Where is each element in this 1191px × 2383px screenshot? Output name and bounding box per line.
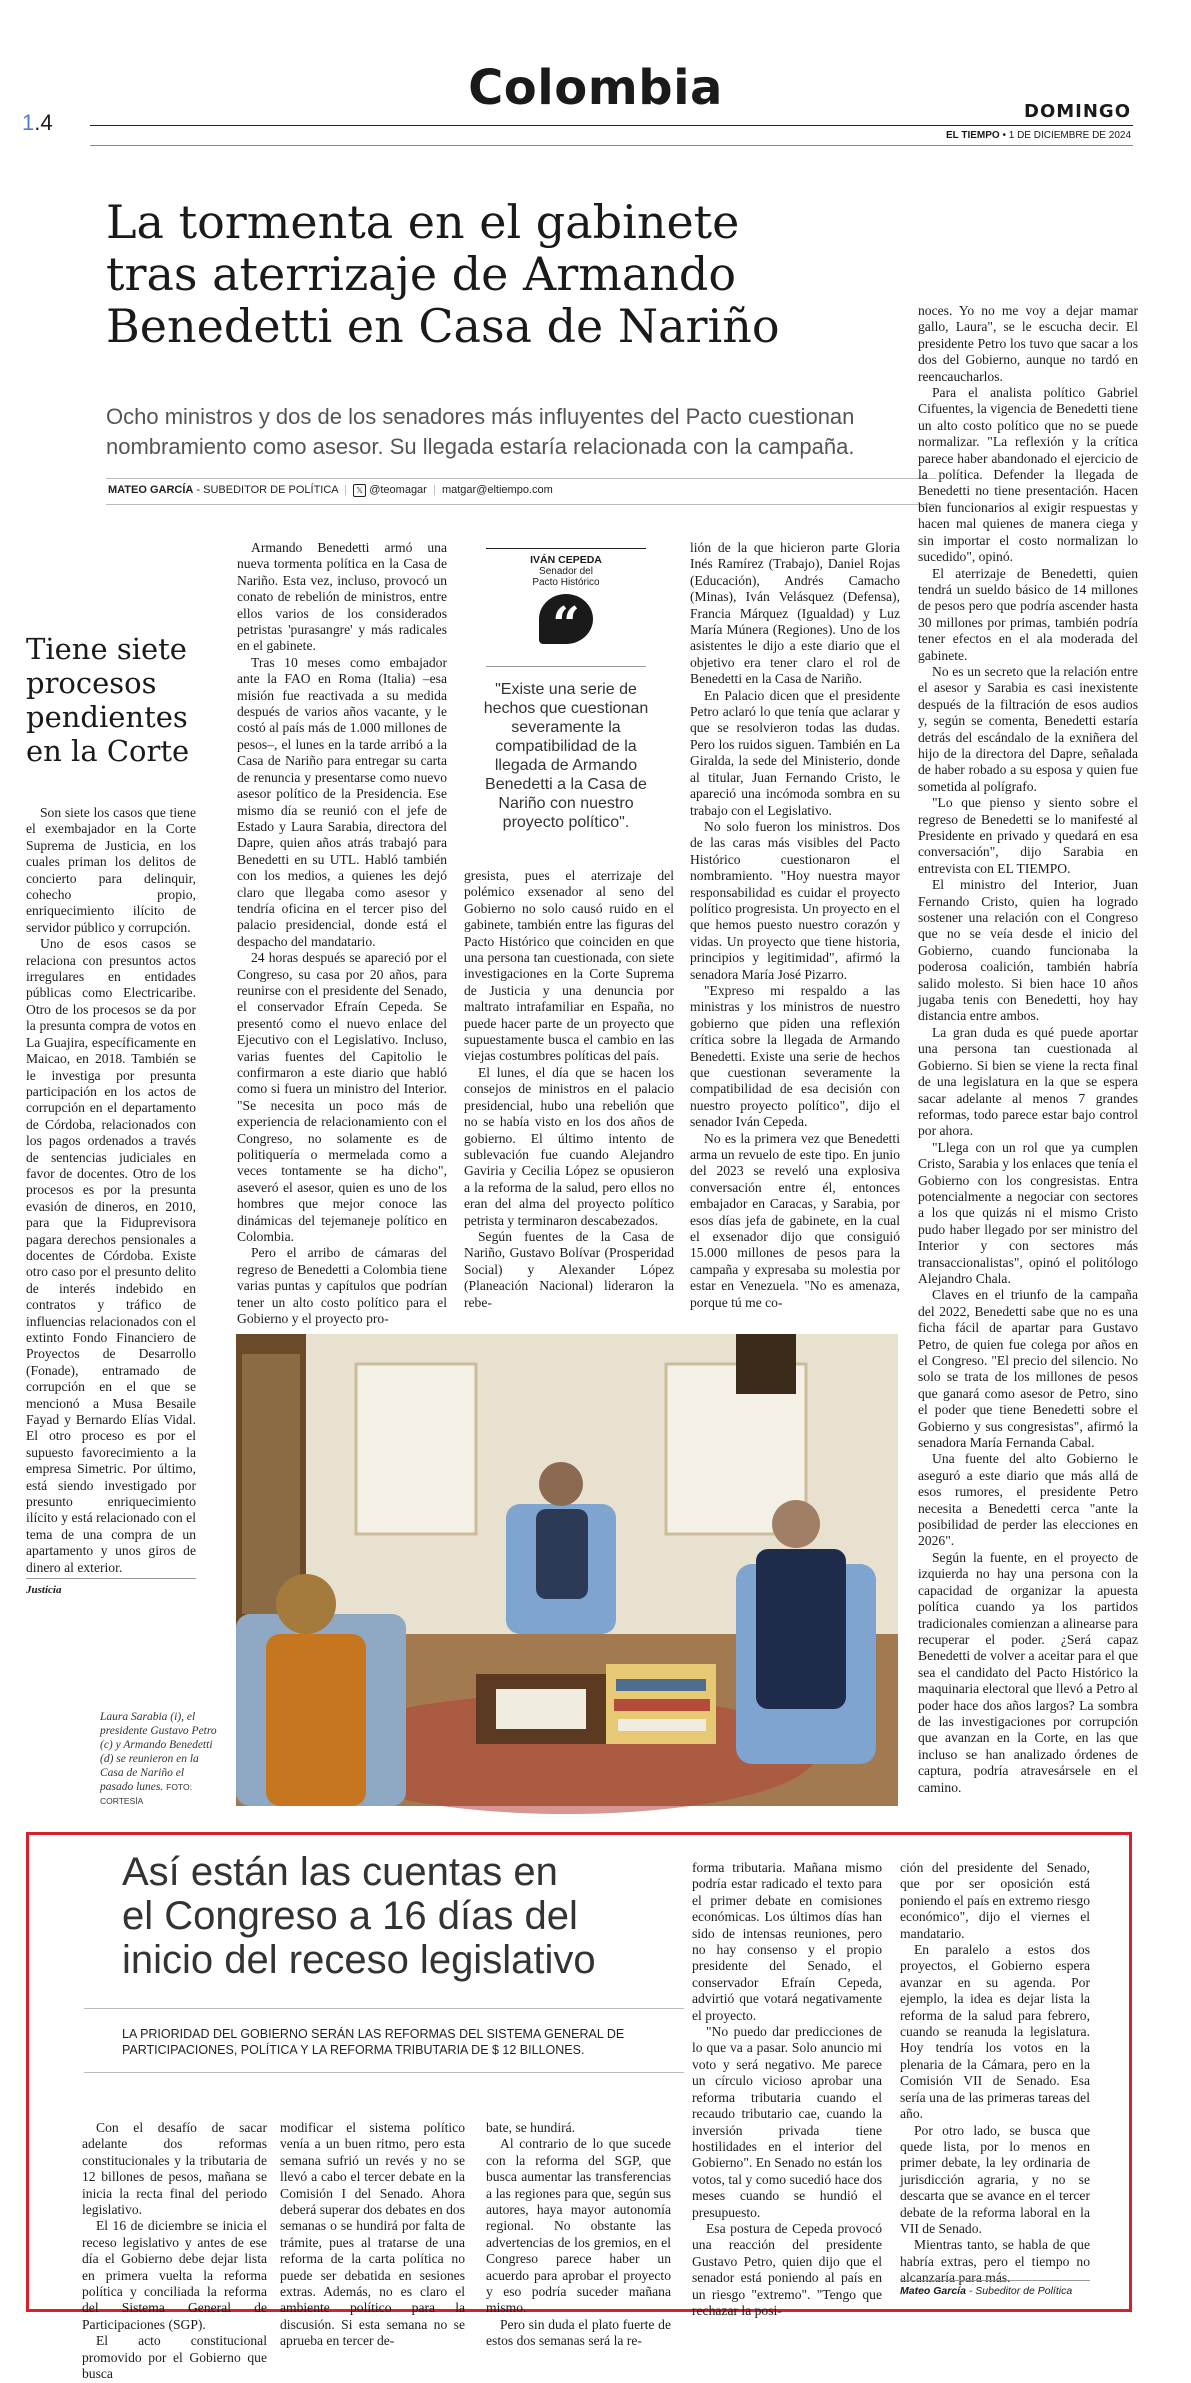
dateline: EL TIEMPO • 1 DE DICIEMBRE DE 2024 [945,130,1131,141]
paragraph: "Expreso mi respaldo a las ministras y los ministros de nuestro gobierno que piden una reflexión crítica sobre la llegada de Armando Benedetti. Existe una serie de hechos que cuestionan severamente la compatibilidad de esa decisión con nuestro proyecto político", dijo el senador Iván Cepeda. [690,982,900,1130]
paragraph: Según la fuente, en el proyecto de izquierda no hay una persona con la capacidad de organizar la apuesta política cuando ya los partidos tradicionales comienzan a alinearse para recuperar el poder. ¿Será capaz Benedetti de volver a aceitar para el que sea el candidato del Pacto Histórico la maquinaria electoral que llevó a Petro al poder hace dos años largos? La sombra de las investigaciones por corrupción que avanzan en la Corte, en las que incluso se han analizado órdenes de captura, podría atravesársele en el camino. [918,1549,1138,1795]
byline-role: - SUBEDITOR DE POLÍTICA [193,484,339,496]
paragraph: modificar el sistema político venía a un buen ritmo, pero esta semana sufrió un revés y no se llevó a cabo el tercer debate en la Comisión I del Senado. Ahora deberá superar dos debates en dos semanas o se hundirá por falta de trámite, pues al tratarse de una reforma de la carta política no puede ser debatida en sesiones extras. Además, no es claro el ambiente político para la discusión. Si esta semana no se aprueba en tercer de- [280,2120,465,2349]
paragraph: Esa postura de Cepeda provocó una reacción del presidente Gustavo Petro, quien dijo que el senador está poniendo al país en un riesgo "extremo". "Tengo que rechazar la posi- [692,2220,882,2318]
main-column-2 [464,868,674,1308]
pull-quote-rule [486,548,646,549]
main-column-3 [690,540,900,1310]
second-column-5 [900,1860,1090,2286]
byline-rule-top [106,478,936,479]
paragraph: No es un secreto que la relación entre el asesor y Sarabia es casi inexistente después de la filtración de esos audios y, según se comenta, Benedetti estaría detrás del escándalo de la exniñera del hijo de la directora del Dapre, señalada de haber robado a su esposa y quien fue sometida al polígrafo. [918,663,1138,794]
second-column-1 [82,2120,267,2382]
headline-line: inicio del receso legislativo [122,1938,596,1982]
byline-author: MATEO GARCÍA [108,484,194,496]
main-byline: MATEO GARCÍA - SUBEDITOR DE POLÍTICA | 𝕏 @teomagar | matgar@eltiempo.com [108,484,553,496]
paragraph: lión de la que hicieron parte Gloria Inés Ramírez (Trabajo), Daniel Rojas (Educación), Andrés Camacho (Minas), Iván Velásquez (Defensa), Francia Márquez (Igualdad) y Luz María Múnera (Regiones). Uno de los asistentes le dijo a este diario que el objetivo era tener claro el rol de Benedetti en la Casa de Nariño. [690,540,900,687]
headline-line: Así están las cuentas en [122,1850,558,1894]
headline-line: La tormenta en el gabinete [106,195,740,249]
paragraph: En Palacio dicen que el presidente Petro aclaró lo que tenía que aclarar y que se resolvieron todas las dudas. Pero los ruidos siguen. También en La Giralda, la sede del Ministerio, donde al titular, Juan Fernando Cristo, le apareció una incómoda sombra en su trabajo con el Legislativo. [690,687,900,818]
paragraph: Mientras tanto, se habla de que habría extras, pero el tiempo no alcanzaría para más. [900,2237,1090,2286]
second-kicker [122,2026,682,2058]
paragraph: Según fuentes de la Casa de Nariño, Gustavo Bolívar (Prosperidad Social) y Alexander López (Planeación Nacional) lideraron la rebe- [464,1228,674,1310]
sidebar-rule [26,1578,196,1579]
paragraph: Armando Benedetti armó una nueva tormenta política en la Casa de Nariño. Esta vez, incluso, provocó un conato de rebelión de ministros, entre ellos varios de los considerados petristas 'purasangre' y más radicales en el gabinete. [237,540,447,654]
paragraph: "Llega con un rol que ya cumplen Cristo, Sarabia y los enlaces que tenía el Gobierno con los congresistas. Entra potencialmente a negociar con sectores a los que quizás ni el mismo Cristo pudo haber llegado por ser ministro del Interior y con sectores más transaccionalistas", opinó el politólogo Alejandro Chala. [918,1139,1138,1286]
paragraph: Por otro lado, se busca que quede lista, por lo menos en primer debate, la ley ordinaria de jurisdicción agraria, y no se descarta que se avance en el tercer debate de la reforma laboral en la VII de Senado. [900,2122,1090,2236]
kicker-rule-2 [84,2072,684,2073]
paragraph: "No puedo dar predicciones de lo que va a pasar. Solo anuncio mi voto y será negativo. Me parece un círculo vicioso aprobar una reforma tributaria cuando el recaudo tributario cae, cuando la inversión privada tiene hostilidades en el interior del Gobierno". En Senado no están los votos, tal y como sucedió hace dos meses cuando se hundió el presupuesto. [692,2024,882,2220]
sidebar-headline-line: pendientes [26,700,188,734]
news-photo [236,1334,898,1806]
newspaper-name: EL TIEMPO [945,130,1000,141]
photo-illustration [236,1334,898,1806]
paragraph: En paralelo a estos dos proyectos, el Gobierno espera avanzar en su agenda. Por ejemplo, la idea es dejar lista la reforma de la salud para febrero, cuando se reanuda la legislatura. Hoy tendría los votos en la plenaria de la Cámara, pero en la Comisión VII de Senado. Esa sería una de las primeras tareas del año. [900,1942,1090,2122]
paragraph: Tras 10 meses como embajador ante la FAO en Roma (Italia) –esa misión fue reactivada a su medida después de varios años vacante, y le costó al país más de 1.000 millones de pesos–, el lunes en la tarde arribó a la Casa de Nariño para entregar su carta de renuncia y presentarse como nuevo asesor político de la Presidencia. Ese mismo día se reunió con el jefe de Estado y Laura Sarabia, directora del Dapre, quien años atrás trabajó para Benedetti en su UTL. Habló también con los medios, a quienes les dejó claro que llegaba como asesor y tendría oficina en el tercer piso del palacio presidencial, donde está el despacho del mandatario. [237,654,447,949]
second-byline-author: Mateo García [900,2285,966,2297]
pull-quote-rule-2 [486,666,646,667]
paragraph: El aterrizaje de Benedetti, quien tendrá un sueldo básico de 14 millones de pesos pero que podría ascender hasta 30 millones por primas, también podría tener efectos en el ala moderada del gabinete. [918,565,1138,663]
second-column-2 [280,2120,465,2349]
paragraph: El acto constitucional promovido por el Gobierno que busca [82,2333,267,2382]
sidebar-tag: Justicia [26,1584,62,1596]
main-column-4 [918,303,1138,1813]
paragraph: Con el desafío de sacar adelante dos reformas constitucionales y la tributaria de 12 billones de pesos, mañana se inicia la recta final del periodo legislativo. [82,2120,267,2218]
header-rule [90,125,1133,126]
headline-line: tras aterrizaje de Armando [106,247,737,301]
page-number-prefix: 1 [22,110,35,135]
paragraph: No solo fueron los ministros. Dos de las caras más visibles del Pacto Histórico cuestionaron el nombramiento. "Hoy nuestra mayor responsabilidad es cuidar el proyecto político progresista. Un proyecto en el que hemos puesto nuestro corazón y vidas. Un proyecto que tiene historia, principios y legitimidad", afirmó la senadora María José Pizarro. [690,818,900,982]
photo-credit: FOTO: CORTESÍA [100,1782,192,1806]
pull-quote-role: Senador del [539,566,593,577]
paragraph: gresista, pues el aterrizaje del polémico exsenador al seno del Gobierno no solo causó ruido en el gabinete, también entre las figuras del Pacto Histórico que coinciden en que una persona tan cuestionada, con siete investigaciones en la Corte Suprema de Justicia y una denuncia por maltrato intrafamiliar en España, no puede hacer parte de un proyecto que supuestamente busca el cambio en las viejas costumbres políticas del país. [464,868,674,1064]
sidebar-headline-line: Tiene siete [26,632,187,666]
paragraph: La gran duda es qué puede aportar una persona tan cuestionada al Gobierno. Si bien se viene la recta final de una legislatura en la que se espera sacar adelante al menos 7 grandes reformas, todo parece estar bajo control por ahora. [918,1024,1138,1139]
paragraph: Una fuente del alto Gobierno le aseguró a este diario que más allá de esos rumores, el presidente Petro necesita a Benedetti cerca "ante la posibilidad de perder las elecciones en 2026". [918,1451,1138,1549]
paragraph: El lunes, el día que se hacen los consejos de ministros en el palacio presidencial, hubo una rebelión que no se había visto en los dos años de gobierno. El último intento de sublevación fue cuando Alejandro Gaviria y Cecilia López se opusieron a la reforma de la salud, pero ellos no eran del alma del proyecto político petrista y terminaron descabezados. [464,1064,674,1228]
section-title: Colombia [468,60,723,116]
kicker-line: PARTICIPACIONES, POLÍTICA Y LA REFORMA TRIBUTARIA DE $ 12 BILLONES. [122,2043,585,2057]
headline-line: el Congreso a 16 días del [122,1894,578,1938]
paragraph: noces. Yo no me voy a dejar mamar gallo, Laura", se le escucha decir. El presidente Petro los tuvo que sacar a los dos del Gobierno, aunque no tardó en reencaucharlos. [918,303,1138,384]
second-byline-role: - Subeditor de Política [965,2285,1073,2297]
header-rule-2 [90,145,1133,146]
second-byline-rule [900,2280,1090,2281]
sidebar-headline-line: en la Corte [26,734,190,768]
x-icon: 𝕏 [353,484,366,497]
kicker-line: LA PRIORIDAD DEL GOBIERNO SERÁN LAS REFORMAS DEL SISTEMA GENERAL DE [122,2027,625,2041]
byline-handle: @teomagar [369,484,427,496]
second-column-4 [692,1860,882,2318]
paragraph: Al contrario de lo que sucede con la reforma del SGP, que busca aumentar las transferencias a las regiones para que, según sus autores, haya mayor autonomía regional. No obstante las advertencias de los gremios, en el Congreso parece haber un acuerdo para aprobar el proyecto y eso podría suceder mañana mismo. [486,2136,671,2316]
kicker-rule [84,2008,684,2009]
paragraph: 24 horas después se apareció por el Congreso, su casa por 20 años, para reunirse con el presidente del Senado, el conservador Efraín Cepeda. Se presentó como el nuevo enlace del Ejecutivo con el Legislativo. Incluso, varias fuentes del Capitolio le confirmaron a este diario que habló como si fuera un ministro del Interior. "Se necesita un poco más de experiencia de relacionamiento con el Congreso, no solamente es de politiquería o mermelada como a veces tontamente se ha dicho", aseveró el asesor, quien es uno de los hombres que mejor conoce las dinámicas del tejemaneje político en Colombia. [237,950,447,1245]
deck-line: nombramiento como asesor. Su llegada estaría relacionada con la campaña. [106,434,855,459]
pull-quote-name: IVÁN CEPEDA [530,554,602,566]
paragraph: El 16 de diciembre se inicia el receso legislativo y antes de ese día el Gobierno debe dejar lista en primera vuelta la reforma política y conciliada la reforma del Sistema General de Participaciones (SGP). [82,2218,267,2332]
paragraph: forma tributaria. Mañana mismo podría estar radicado el texto para el primer debate en comisiones económicas. Los últimos días han sido de intensas reuniones, pero no hay consenso y el propio presidente del Senado, el conservador Efraín Cepeda, advirtió que votará negativamente el proyecto. [692,1860,882,2023]
main-headline [106,196,916,352]
sidebar-headline-line: procesos [26,666,157,700]
paragraph: bate, se hundirá. [486,2120,576,2135]
paragraph: Para el analista político Gabriel Cifuentes, la vigencia de Benedetti tiene un alto costo político que no se puede normalizar. "La reflexión y la crítica parece haber abandonado el ejercicio de la política. Defender la llegada de Benedetti no tiene presentación. Hacen bien funcionarios al exigir respuestas y hacen mal quienes de manera ciega y sin importar el costo normalizan lo sucedido", opinó. [918,385,1138,565]
second-column-3 [486,2120,671,2349]
main-column-1 [237,540,447,1327]
second-byline [900,2285,1100,2297]
paragraph: No es la primera vez que Benedetti arma un revuelo de este tipo. En junio del 2023 se reveló una explosiva conversación entre él, entonces embajador en Caracas, y Sarabia, por esos días jefa de gabinete, en la cual el exsenador dijo que consiguió 15.000 millones de pesos para la campaña y expresaba su molestia por estar en Venezuela. "No es amenaza, porque tú me co- [690,1130,900,1310]
weekday: DOMINGO [1024,101,1131,122]
paragraph: ción del presidente del Senado, que por ser oposición está poniendo el país en extremo riesgo económico", dijo el viernes el mandatario. [900,1860,1090,1941]
pull-quote [486,548,646,653]
page-number-suffix: .4 [34,110,53,135]
paragraph: "Lo que pienso y siento sobre el regreso de Benedetti se lo manifesté al Presidente en privado y quedará en esa conversación", dijo Sarabia en entrevista con EL TIEMPO. [918,795,1138,876]
sidebar-headline [26,632,216,768]
paragraph: Son siete los casos que tiene el exembajador en la Corte Suprema de Justicia, en los cuales priman los delitos de concierto para delinquir, cohecho propio, enriquecimiento ilícito de servidor público y corrupción. [26,805,196,935]
second-headline [122,1850,682,1982]
main-deck [106,402,926,462]
paragraph: El ministro del Interior, Juan Fernando Cristo, quien ha logrado sostener una relación con el Congreso que no se veía desde el inicio del Gobierno, cuando funcionaba la poderosa coalición, también habría salido molesto. Si bien hace 10 años jugaba tenis con Benedetti, hoy hay distancia entre ambos. [918,877,1138,1024]
date: 1 DE DICIEMBRE DE 2024 [1008,130,1131,141]
sidebar-body [26,805,196,1575]
quote-icon: “ [539,594,593,644]
pull-quote-text: "Existe una serie de hechos que cuestionan severamente la compatibilidad de la llegada de Armando Benedetti a la Casa de Nariño con nuestro proyecto político". [483,681,649,831]
headline-line: Benedetti en Casa de Nariño [106,299,780,353]
byline-email: matgar@eltiempo.com [441,484,553,496]
paragraph: Claves en el triunfo de la campaña del 2022, Benedetti sabe que no es una ficha fácil de apartar para Gustavo Petro, de quien fue colega por años en el Congreso. "El precio del silencio. No solo se trata de los millones de pesos que ganará como asesor de Petro, sino el poder que tiene Benedetti sobre el Gobierno y sus congresistas", afirmó la senadora María Fernanda Cabal. [918,1287,1138,1451]
byline-rule-bottom [106,504,936,505]
paragraph: Pero el arribo de cámaras del regreso de Benedetti a Colombia tiene varias puntas y capítulos que podrían tener un alto costo político para el Gobierno y el proyecto pro- [237,1245,447,1327]
deck-line: Ocho ministros y dos de los senadores más influyentes del Pacto cuestionan [106,404,855,429]
paragraph: Pero sin duda el plato fuerte de estos dos semanas será la re- [486,2316,671,2349]
paragraph: Uno de esos casos se relaciona con presuntos actos irregulares en entidades públicas como Electricaribe. Otro de los procesos se da por la presunta compra de votos en La Guajira, específicamente en Maicao, en 2018. También se le investiga por presunta participación en los actos de corrupción en el departamento de Córdoba, relacionados con los pagos ordenados a través de sentencias judiciales en favor de docentes. Otro de los procesos es por la presunta evasión de dineros, en 2010, para que la Fiduprevisora pagara derechos pensionales a docentes de Córdoba. Existe otro caso por el presunto delito de interés indebido en contratos y tráfico de influencias relacionados con el extinto Fondo Financiero de Proyectos de Desarrollo (Fonade), entramado de corrupción en el que se mencionó a Musa Besaile Fayad y Bernardo Elías Vidal. El otro proceso es por el supuesto favorecimiento a la empresa Simetric. Por último, está siendo investigado por presunto enriquecimiento ilícito y está relacionado con el tema de una compra de un apartamento y unos giros de dinero al exterior. [26,936,196,1575]
photo-caption [100,1710,220,1808]
photo-caption-text: Laura Sarabia (i), el presidente Gustavo Petro (c) y Armando Benedetti (d) se reunieron en la Casa de Nariño el pasado lunes. [100,1711,217,1793]
pull-quote-role: Pacto Histórico [532,577,600,588]
